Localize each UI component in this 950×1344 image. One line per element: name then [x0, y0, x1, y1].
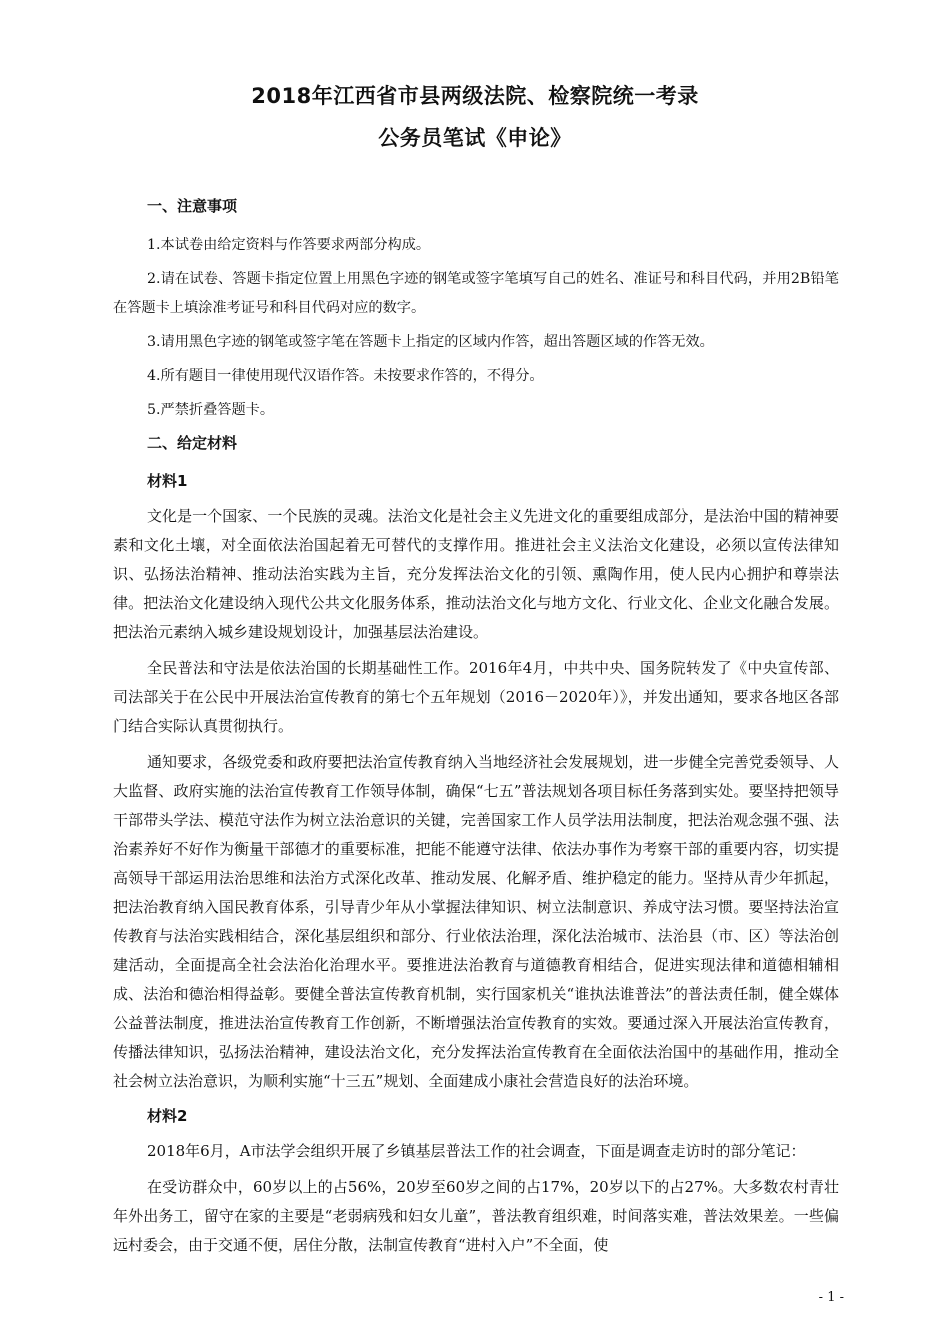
material-2-label: 材料2 [147, 1107, 188, 1125]
document-body [113, 193, 839, 1267]
note-item: 5.严禁折叠答题卡。 [147, 402, 275, 418]
material-1-paragraph: 通知要求，各级党委和政府要把法治宣传教育纳入当地经济社会发展规划，进一步健全完善党委领导、人大监督、政府实施的法治宣传教育工作领导体制，确保“七五”普法规划各项目标任务落到实处。要坚持把领导干部带头学法、模范守法作为树立法治意识的关键，完善国家工作人员学法用法制度，把法治观念强不强、法治素养好不好作为衡量干部德才的重要标准，把能不能遵守法律、依法办事作为考察干部的重要内容，切实提高领导干部运用法治思维和法治方式深化改革、推动发展、化解矛盾、维护稳定的能力。坚持从青少年抓起，把法治教育纳入国民教育体系，引导青少年从小掌握法律知识、树立法制意识、养成守法习惯。要坚持法治宣传教育与法治实践相结合，深化基层组织和部分、行业依法治理，深化法治城市、法治县（市、区）等法治创建活动，全面提高全社会法治化治理水平。要推进法治教育与道德教育相结合，促进实现法律和道德相辅相成、法治和德治相得益彰。要健全普法宣传教育机制，实行国家机关“谁执法谁普法”的普法责任制，健全媒体公益普法制度，推进法治宣传教育工作创新，不断增强法治宣传教育的实效。要通过深入开展法治宣传教育，传播法律知识，弘扬法治精神，建设法治文化，充分发挥法治宣传教育在全面依法治国中的基础作用，推动全社会树立法治意识，为顺利实施“十三五”规划、全面建成小康社会营造良好的法治环境。 [113, 753, 839, 1090]
section-heading-materials: 二、给定材料 [147, 434, 238, 452]
document-title-line-2: 公务员笔试《申论》 [378, 126, 572, 150]
material-1-label: 材料1 [147, 472, 188, 490]
document-title-line-1: 2018年江西省市县两级法院、检察院统一考录 [251, 84, 699, 108]
material-1-paragraph: 文化是一个国家、一个民族的灵魂。法治文化是社会主义先进文化的重要组成部分，是法治中国的精神要素和文化土壤，对全面依法治国起着无可替代的支撑作用。推进社会主义法治文化建设，必须以宣传法律知识、弘扬法治精神、推动法治实践为主旨，充分发挥法治文化的引领、熏陶作用，使人民内心拥护和尊崇法律。把法治文化建设纳入现代公共文化服务体系，推动法治文化与地方文化、行业文化、企业文化融合发展。把法治元素纳入城乡建设规划设计，加强基层法治建设。 [113, 507, 839, 641]
material-2-paragraph: 2018年6月，A市法学会组织开展了乡镇基层普法工作的社会调查，下面是调查走访时的部分笔记： [147, 1142, 806, 1160]
section-heading-notes: 一、注意事项 [147, 197, 238, 215]
material-1-paragraph: 全民普法和守法是依法治国的长期基础性工作。2016年4月，中共中央、国务院转发了《中央宣传部、司法部关于在公民中开展法治宣传教育的第七个五年规划（2016－2020年）》，并发出通知，要求各地区各部门结合实际认真贯彻执行。 [113, 659, 839, 735]
note-item: 1.本试卷由给定资料与作答要求两部分构成。 [147, 237, 431, 253]
page-number: - 1 - [818, 1290, 844, 1305]
note-item: 4.所有题目一律使用现代汉语作答。未按要求作答的，不得分。 [147, 368, 544, 384]
material-2-paragraph: 在受访群众中，60岁以上的占56%，20岁至60岁之间的占17%，20岁以下的占27%。大多数农村青壮年外出务工，留守在家的主要是“老弱病残和妇女儿童”，普法教育组织难，时间落实难，普法效果差。一些偏远村委会，由于交通不便，居住分散，法制宣传教育“进村入户”不全面，使 [113, 1178, 839, 1254]
note-item: 3.请用黑色字迹的钢笔或签字笔在答题卡上指定的区域内作答，超出答题区域的作答无效。 [147, 334, 714, 350]
note-item: 2.请在试卷、答题卡指定位置上用黑色字迹的钢笔或签字笔填写自己的姓名、准证号和科目代码，并用2B铅笔在答题卡上填涂准考证号和科目代码对应的数字。 [113, 271, 839, 316]
